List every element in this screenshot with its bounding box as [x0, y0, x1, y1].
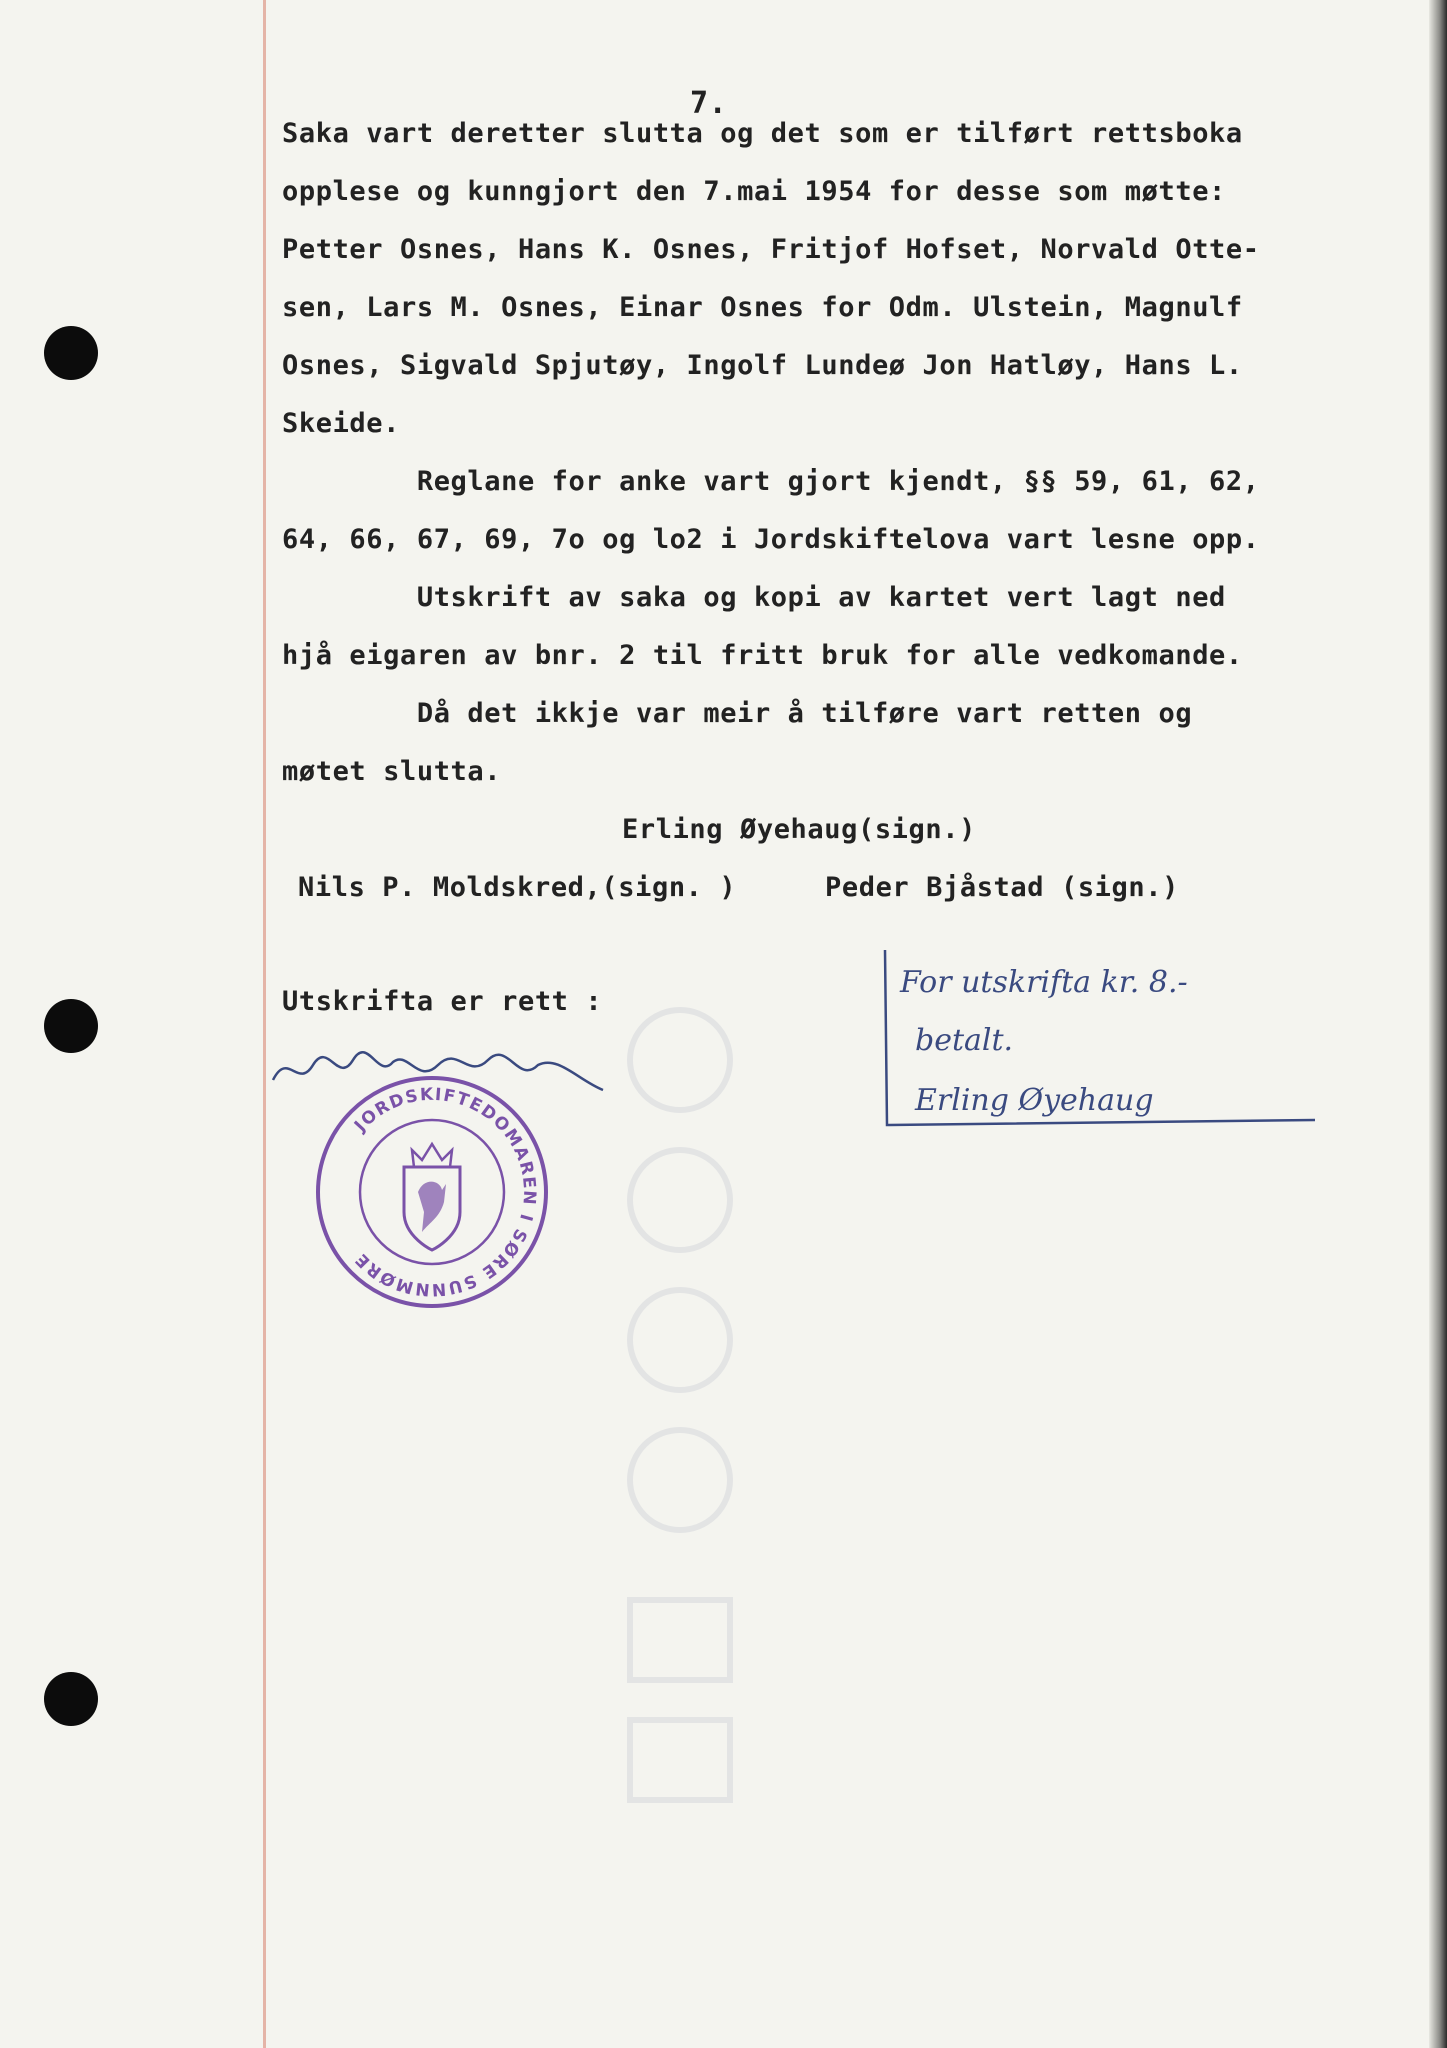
signature-left: Nils P. Moldskred,(sign. ): [298, 872, 737, 903]
handwritten-note-line: For utskrifta kr. 8.-: [900, 965, 1188, 1000]
text-line: sen, Lars M. Osnes, Einar Osnes for Odm. Ulstein, Magnulf: [282, 292, 1243, 323]
punch-hole: [44, 999, 98, 1053]
svg-text:JORDSKIFTEDOMAREN I SØRE SUNNM: JORDSKIFTEDOMAREN I SØRE SUNNMØRE: [350, 1084, 540, 1300]
text-line: hjå eigaren av bnr. 2 til fritt bruk for alle vedkomande.: [282, 640, 1243, 671]
text-line: Utskrift av saka og kopi av kartet vert lagt ned: [282, 582, 1226, 613]
margin-line: [263, 0, 266, 2048]
text-line: møtet slutta.: [282, 756, 502, 787]
page-number: 7.: [690, 86, 728, 121]
text-line: Petter Osnes, Hans K. Osnes, Fritjof Hofset, Norvald Otte-: [282, 234, 1260, 265]
handwritten-note-line: Erling Øyehaug: [915, 1083, 1154, 1118]
page-edge-shadow: [1429, 0, 1447, 2048]
signature-right: Peder Bjåstad (sign.): [825, 872, 1179, 903]
punch-hole: [44, 1672, 98, 1726]
certification-label: Utskrifta er rett :: [282, 986, 603, 1017]
signature-main: Erling Øyehaug(sign.): [622, 814, 976, 845]
official-stamp: [312, 1072, 552, 1312]
text-line: 64, 66, 67, 69, 7o og lo2 i Jordskiftelova vart lesne opp.: [282, 524, 1260, 555]
text-line: opplese og kunngjort den 7.mai 1954 for desse som møtte:: [282, 176, 1226, 207]
handwritten-note-line: betalt.: [915, 1023, 1014, 1058]
text-line: Skeide.: [282, 408, 400, 439]
text-line: Osnes, Sigvald Spjutøy, Ingolf Lundeø Jon Hatløy, Hans L.: [282, 350, 1243, 381]
punch-hole: [44, 326, 98, 380]
text-line: Saka vart deretter slutta og det som er tilført rettsboka: [282, 118, 1243, 149]
text-line: Då det ikkje var meir å tilføre vart retten og: [282, 698, 1193, 729]
text-line: Reglane for anke vart gjort kjendt, §§ 59, 61, 62,: [282, 466, 1260, 497]
